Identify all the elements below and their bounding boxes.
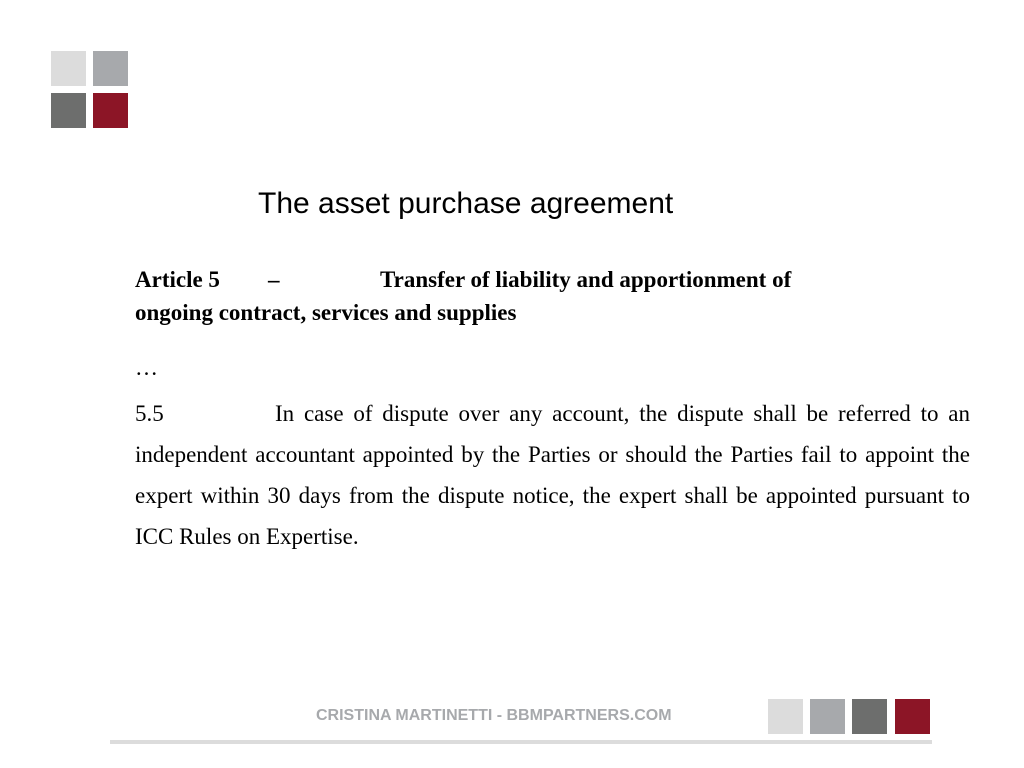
slide-title: The asset purchase agreement <box>258 187 674 220</box>
logo-square-mid <box>93 51 128 86</box>
article-heading-text-2: ongoing contract, services and supplies <box>135 300 517 325</box>
clause-number: 5.5 <box>135 401 164 426</box>
article-heading-text-1: Transfer of liability and apportionment of <box>380 267 792 292</box>
article-heading-line-1 <box>135 263 895 296</box>
footer-square-mid <box>810 699 845 734</box>
logo-square-red <box>93 93 128 128</box>
logo-square-light <box>51 51 86 86</box>
ellipsis-marker: … <box>135 355 158 380</box>
clause-paragraph <box>135 393 970 557</box>
article-number: Article 5 <box>135 267 220 292</box>
clause-text: In case of dispute over any account, the dispute shall be referred to an independent accountant appointed by the Parties or should the Parties fail to appoint the expert within 30 days from the dispute notice, the expert shall be appointed pursuant to ICC Rules on Expertise. <box>135 401 970 549</box>
footer-square-red <box>895 699 930 734</box>
article-heading <box>135 263 895 329</box>
footer-divider <box>110 740 932 744</box>
article-dash: – <box>268 267 280 292</box>
footer-square-light <box>768 699 803 734</box>
footer-square-dark <box>852 699 887 734</box>
footer-credit: CRISTINA MARTINETTI - BBMPARTNERS.COM <box>316 707 672 724</box>
logo-square-dark <box>51 93 86 128</box>
